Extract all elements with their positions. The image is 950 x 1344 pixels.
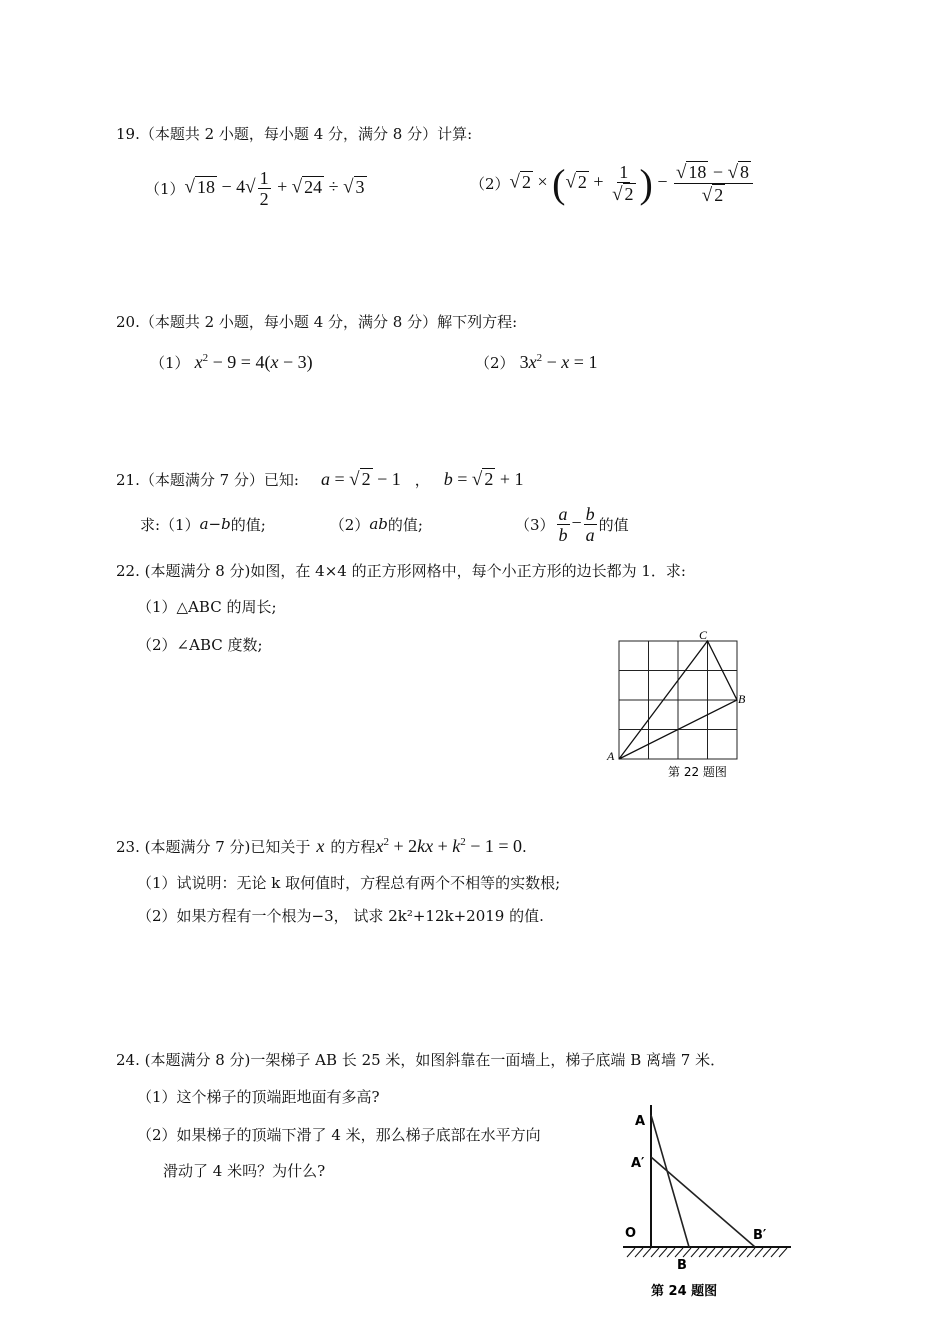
q19-part2 [470, 160, 755, 207]
q21-p3-expr: $\frac{a}{b}$ − $\frac{b}{a}$ [558, 503, 595, 545]
q22-grid [619, 641, 737, 759]
q22-figure [600, 625, 760, 785]
q22-point-a: A [607, 749, 615, 763]
q20-part2-label: （2） [475, 354, 515, 372]
q21-given-b: b = √ 2 + 1 [443, 469, 524, 490]
q20-stem: 20.（本题共 2 小题，每小题 4 分，满分 8 分）解下列方程: [116, 313, 518, 331]
q19-stem: 19.（本题共 2 小题，每小题 4 分，满分 8 分）计算: [116, 125, 473, 143]
q24-point-o: O [625, 1226, 637, 1241]
q24-part1: （1）这个梯子的顶端距地面有多高? [137, 1088, 380, 1106]
q24-ladder-ab [651, 1115, 689, 1247]
q20-part1 [150, 352, 313, 373]
q24-point-b-prime: B′ [753, 1228, 767, 1243]
q21-stem-line: 21.（本题满分 7 分）已知: a = √ 2 − 1 ， b = √ 2 + 1 [116, 469, 524, 490]
q19-part2-expr: √ 2 × (√ 2 + $\frac{1}{√ 2}$ ) − $\frac{√ 18 - √ 8}{√ 2}$ [510, 160, 755, 207]
q20-part1-label: （1） [150, 354, 190, 372]
q21-p2-label: （2） [329, 515, 370, 534]
q20-part2 [475, 352, 597, 373]
q23-part2: （2）如果方程有一个根为−3， 试求 2k²+12k+2019 的值. [137, 907, 544, 925]
q21-p1-expr: a−b [199, 515, 231, 533]
q21-ask-label: 求:（1） [140, 515, 200, 534]
q21-stem: 21.（本题满分 7 分）已知: [116, 471, 299, 489]
q19-part1-expr: √ 18 − 4√ $\frac{1}{2}$ + √ 24 ÷ √ 3 [184, 168, 365, 209]
q21-asks [140, 504, 629, 544]
q24-figure [615, 1095, 800, 1310]
q24-part2-line2: 滑动了 4 米吗？为什么? [163, 1162, 326, 1180]
q21-p2-expr: ab [369, 515, 388, 533]
q21-given-a: a = √ 2 − 1 [321, 469, 401, 490]
q22-caption: 第 22 题图 [668, 765, 727, 779]
q24-point-a: A [635, 1114, 646, 1129]
q23-stem-a: 23. (本题满分 7 分)已知关于 [116, 838, 311, 856]
q23-stem-line: 23. (本题满分 7 分)已知关于 x 的方程 $x^2 + 2kx + k^2 - 1 = 0$ . [116, 836, 527, 856]
q21-p1-tail: 的值; [230, 515, 266, 534]
q24-point-a-prime: A′ [631, 1156, 645, 1171]
q20-part1-expr: $x^2 - 9 = 4(x - 3)$ [194, 352, 313, 372]
q22-stem: 22. (本题满分 8 分)如图，在 4×4 的正方形网格中，每个小正方形的边长都为 1．求: [116, 562, 686, 580]
q20-part2-expr: $3x^2 - x = 1$ [519, 352, 598, 372]
q19-part1-label: （1） [145, 180, 185, 198]
q24-ground-hatch [627, 1248, 787, 1257]
q23-equation: $x^2 + 2kx + k^2 - 1 = 0$ [375, 836, 523, 856]
q23-part1: （1）试说明：无论 k 取何值时，方程总有两个不相等的实数根; [137, 874, 561, 892]
q21-p2-tail: 的值; [387, 515, 423, 534]
q21-p3-tail: 的值 [598, 515, 629, 534]
q19-part2-label: （2） [470, 175, 510, 193]
q23-var-x: x [316, 836, 325, 856]
q24-ladder-a2b2 [651, 1157, 755, 1247]
q24-point-b: B [677, 1258, 687, 1273]
q22-part2: （2）∠ABC 度数; [137, 636, 263, 654]
q22-point-c: C [699, 628, 708, 642]
q22-part1: （1）△ABC 的周长; [137, 598, 277, 616]
q22-point-b: B [738, 692, 746, 706]
q24-stem: 24. (本题满分 8 分)一架梯子 AB 长 25 米，如图斜靠在一面墙上，梯子底端 B 离墙 7 米． [116, 1051, 726, 1069]
q21-p3-label: （3） [514, 515, 555, 534]
q23-stem-b: 的方程 [330, 838, 376, 856]
q24-caption: 第 24 题图 [651, 1284, 718, 1299]
q24-part2-line1: （2）如果梯子的顶端下滑了 4 米，那么梯子底部在水平方向 [137, 1126, 541, 1144]
q19-part1 [145, 168, 367, 209]
